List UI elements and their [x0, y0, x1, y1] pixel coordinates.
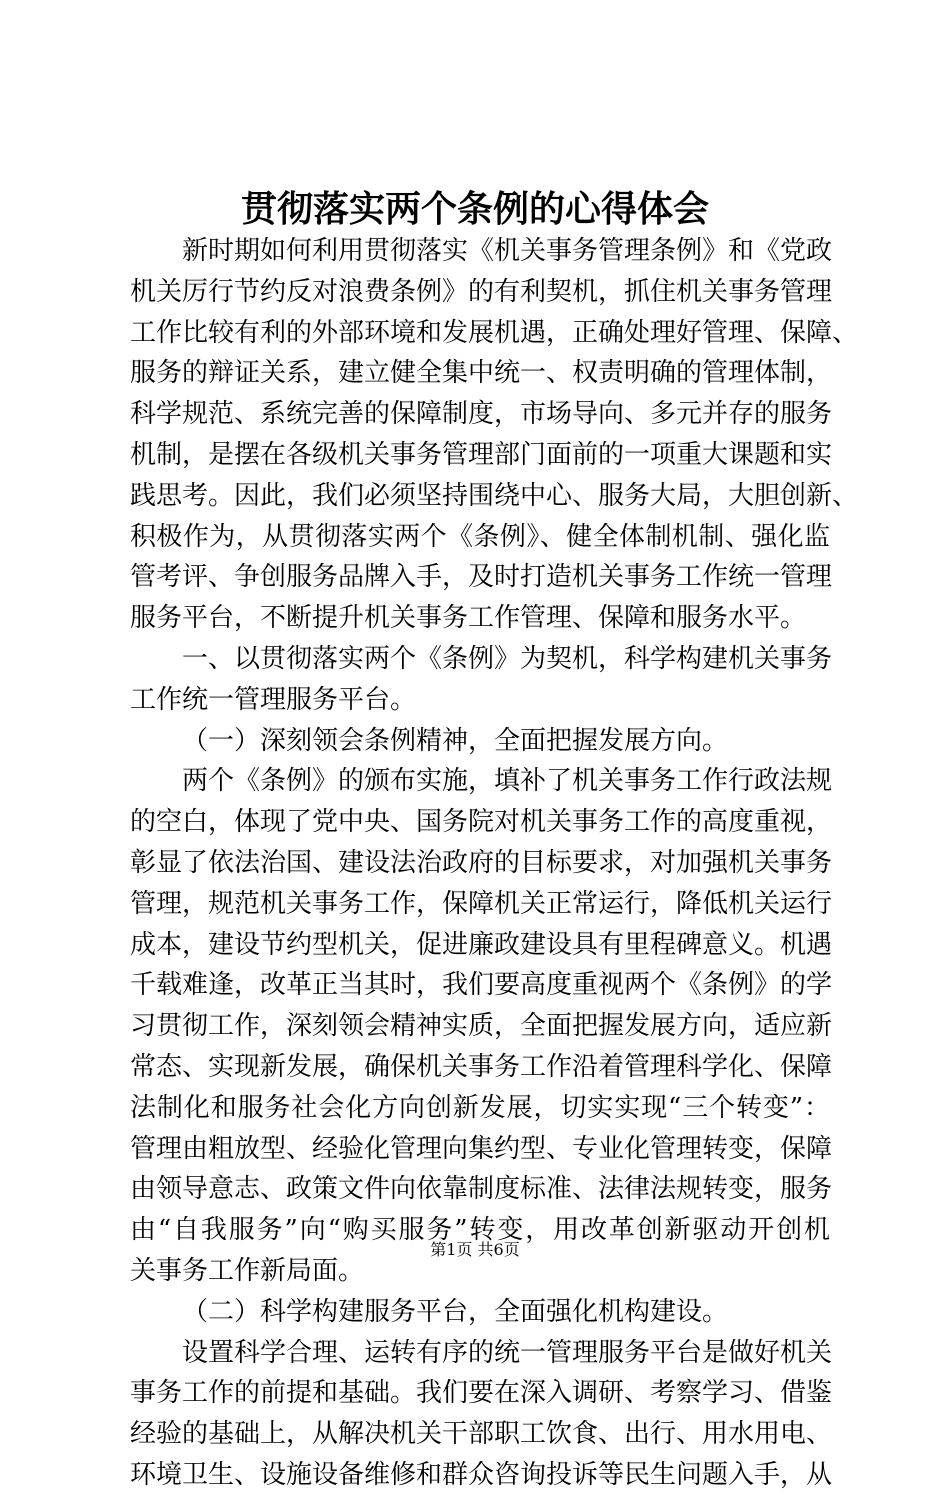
- section-heading-line: 工作统一管理服务平台。: [130, 684, 417, 715]
- paragraph-line: 管考评、争创服务品牌入手，及时打造机关事务工作统一管理: [130, 562, 833, 593]
- paragraph-line: 成本，建设节约型机关，促进廉政建设具有里程碑意义。机遇: [130, 929, 833, 960]
- paragraph-line: 习贯彻工作，深刻领会精神实质，全面把握发展方向，适应新: [130, 1011, 833, 1042]
- paragraph-line: 法制化和服务社会化方向创新发展，切实实现“三个转变”：: [130, 1092, 830, 1123]
- paragraph-line: 事务工作的前提和基础。我们要在深入调研、考察学习、借鉴: [130, 1378, 833, 1409]
- paragraph-line: 工作比较有利的外部环境和发展机遇，正确处理好管理、保障、: [130, 317, 859, 348]
- paragraph-line: 环境卫生、设施设备维修和群众咨询投诉等民生问题入手，从: [130, 1459, 833, 1490]
- paragraph-line: 服务的辩证关系，建立健全集中统一、权责明确的管理体制，: [130, 358, 833, 389]
- paragraph-line: 关事务工作新局面。: [130, 1255, 365, 1286]
- paragraph-line: 新时期如何利用贯彻落实《机关事务管理条例》和《党政: [182, 236, 833, 266]
- paragraph-line: 管理由粗放型、经验化管理向集约型、专业化管理转变，保障: [130, 1133, 833, 1164]
- subsection-heading: （一）深刻领会条例精神，全面把握发展方向。: [182, 725, 729, 756]
- paragraph-line: 常态、实现新发展，确保机关事务工作沿着管理科学化、保障: [130, 1051, 833, 1082]
- paragraph-line: 机关厉行节约反对浪费条例》的有利契机，抓住机关事务管理: [130, 276, 833, 307]
- paragraph-line: 机制，是摆在各级机关事务管理部门面前的一项重大课题和实: [130, 439, 833, 470]
- paragraph-line: 两个《条例》的颁布实施，填补了机关事务工作行政法规: [182, 766, 833, 797]
- page-title: 贯彻落实两个条例的心得体会: [240, 188, 709, 230]
- paragraph-line: 经验的基础上，从解决机关干部职工饮食、出行、用水用电、: [130, 1419, 833, 1450]
- paragraph-line: 管理，规范机关事务工作，保障机关正常运行，降低机关运行: [130, 888, 833, 919]
- paragraph-line: 科学规范、系统完善的保障制度，市场导向、多元并存的服务: [130, 399, 833, 430]
- paragraph-line: 积极作为，从贯彻落实两个《条例》、健全体制机制、强化监: [130, 521, 830, 552]
- paragraph-line: 的空白，体现了党中央、国务院对机关事务工作的高度重视，: [130, 807, 833, 838]
- paragraph-line: 服务平台，不断提升机关事务工作管理、保障和服务水平。: [130, 603, 807, 634]
- paragraph-line: 由“自我服务”向“购买服务”转变，用改革创新驱动开创机: [130, 1215, 830, 1246]
- document-body: [130, 231, 859, 1496]
- paragraph-line: 由领导意志、政策文件向依靠制度标准、法律法规转变，服务: [130, 1174, 833, 1205]
- section-heading-line: 一、以贯彻落实两个《条例》为契机，科学构建机关事务: [182, 643, 833, 674]
- paragraph-line: 千载难逢，改革正当其时，我们要高度重视两个《条例》的学: [130, 970, 833, 1001]
- paragraph-line: 彰显了依法治国、建设法治政府的目标要求，对加强机关事务: [130, 847, 833, 878]
- paragraph-line: 践思考。因此，我们必须坚持围绕中心、服务大局，大胆创新、: [130, 480, 859, 511]
- page-footer: 第1页 共6页: [430, 1240, 520, 1259]
- paragraph-line: 设置科学合理、运转有序的统一管理服务平台是做好机关: [182, 1337, 833, 1368]
- subsection-heading: （二）科学构建服务平台，全面强化机构建设。: [182, 1296, 729, 1327]
